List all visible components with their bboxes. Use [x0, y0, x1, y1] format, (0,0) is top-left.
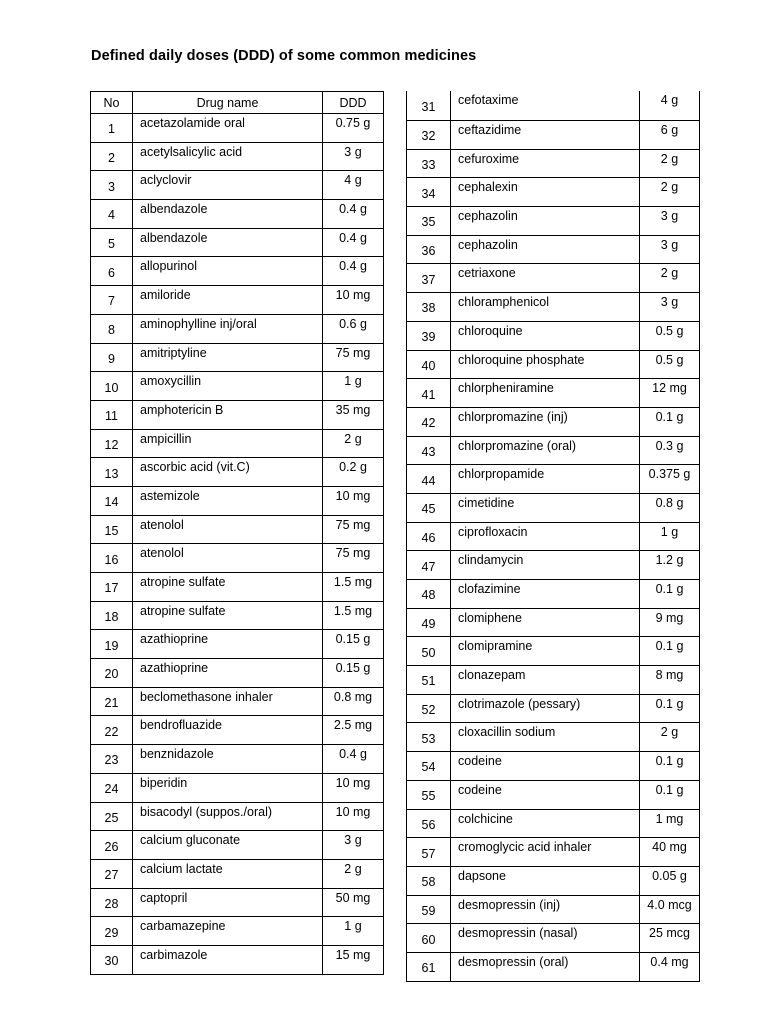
row-number: 49: [407, 608, 451, 637]
table-row: [91, 630, 384, 659]
row-number: 22: [91, 716, 133, 745]
table-row: [407, 293, 700, 322]
drug-name: aclyclovir: [133, 171, 323, 200]
row-number: 57: [407, 838, 451, 867]
drug-name: ceftazidime: [451, 121, 640, 150]
ddd-value: 0.1 g: [640, 694, 700, 723]
table-row: [91, 458, 384, 487]
drug-name: azathioprine: [133, 630, 323, 659]
table-row: [91, 544, 384, 573]
ddd-value: 75 mg: [323, 544, 384, 573]
row-number: 32: [407, 121, 451, 150]
ddd-value: 1.2 g: [640, 551, 700, 580]
drug-name: aminophylline inj/oral: [133, 314, 323, 343]
drug-name: ciprofloxacin: [451, 522, 640, 551]
drug-name: albendazole: [133, 200, 323, 229]
row-number: 24: [91, 773, 133, 802]
drug-name: chlorpropamide: [451, 465, 640, 494]
table-row: [407, 465, 700, 494]
row-number: 6: [91, 257, 133, 286]
drug-name: atropine sulfate: [133, 601, 323, 630]
table-row: [407, 350, 700, 379]
ddd-value: 3 g: [323, 142, 384, 171]
ddd-value: 0.4 g: [323, 200, 384, 229]
table-row: [407, 694, 700, 723]
drug-name: bendrofluazide: [133, 716, 323, 745]
table-row: [407, 809, 700, 838]
row-number: 7: [91, 286, 133, 315]
header-drug-name: Drug name: [133, 92, 323, 114]
drug-name: cetriaxone: [451, 264, 640, 293]
row-number: 33: [407, 149, 451, 178]
ddd-value: 10 mg: [323, 486, 384, 515]
row-number: 26: [91, 831, 133, 860]
row-number: 15: [91, 515, 133, 544]
ddd-value: 75 mg: [323, 515, 384, 544]
row-number: 51: [407, 666, 451, 695]
drug-name: amphotericin B: [133, 400, 323, 429]
drug-name: amiloride: [133, 286, 323, 315]
table-row: [407, 121, 700, 150]
table-row: [407, 407, 700, 436]
row-number: 8: [91, 314, 133, 343]
table-row: [407, 264, 700, 293]
drug-name: chloroquine: [451, 321, 640, 350]
table-row: [91, 200, 384, 229]
table-row: [91, 888, 384, 917]
row-number: 60: [407, 924, 451, 953]
ddd-value: 0.375 g: [640, 465, 700, 494]
drug-name: amoxycillin: [133, 372, 323, 401]
ddd-value: 0.1 g: [640, 752, 700, 781]
ddd-value: 0.75 g: [323, 114, 384, 143]
ddd-value: 50 mg: [323, 888, 384, 917]
row-number: 13: [91, 458, 133, 487]
row-number: 10: [91, 372, 133, 401]
table-row: [91, 486, 384, 515]
table-row: [91, 286, 384, 315]
ddd-value: 2 g: [640, 723, 700, 752]
ddd-value: 1 g: [323, 372, 384, 401]
drug-name: dapsone: [451, 866, 640, 895]
table-row: [407, 723, 700, 752]
table-row: [91, 429, 384, 458]
ddd-value: 0.4 g: [323, 228, 384, 257]
table-row: [407, 235, 700, 264]
drug-name: captopril: [133, 888, 323, 917]
drug-name: colchicine: [451, 809, 640, 838]
drug-name: cimetidine: [451, 493, 640, 522]
drug-name: clofazimine: [451, 580, 640, 609]
table-row: [407, 866, 700, 895]
ddd-value: 6 g: [640, 121, 700, 150]
drug-name: biperidin: [133, 773, 323, 802]
ddd-value: 3 g: [640, 235, 700, 264]
drug-name: codeine: [451, 780, 640, 809]
row-number: 17: [91, 573, 133, 602]
ddd-table-right: [406, 91, 700, 982]
row-number: 27: [91, 859, 133, 888]
table-row: [91, 831, 384, 860]
drug-name: calcium gluconate: [133, 831, 323, 860]
drug-name: chlorpheniramine: [451, 379, 640, 408]
table-row: [407, 91, 700, 121]
table-row: [407, 178, 700, 207]
drug-name: cephalexin: [451, 178, 640, 207]
ddd-value: 0.15 g: [323, 659, 384, 688]
ddd-value: 0.2 g: [323, 458, 384, 487]
table-row: [91, 917, 384, 946]
ddd-value: 12 mg: [640, 379, 700, 408]
ddd-value: 75 mg: [323, 343, 384, 372]
ddd-value: 0.5 g: [640, 321, 700, 350]
header-no: No: [91, 92, 133, 114]
table-row: [91, 228, 384, 257]
table-row: [91, 859, 384, 888]
drug-name: ampicillin: [133, 429, 323, 458]
table-row: [407, 637, 700, 666]
ddd-value: 0.05 g: [640, 866, 700, 895]
drug-name: codeine: [451, 752, 640, 781]
ddd-value: 9 mg: [640, 608, 700, 637]
ddd-value: 0.3 g: [640, 436, 700, 465]
table-row: [407, 149, 700, 178]
table-row: [91, 142, 384, 171]
drug-name: atropine sulfate: [133, 573, 323, 602]
drug-name: albendazole: [133, 228, 323, 257]
table-row: [91, 400, 384, 429]
ddd-value: 0.1 g: [640, 407, 700, 436]
row-number: 11: [91, 400, 133, 429]
row-number: 47: [407, 551, 451, 580]
row-number: 14: [91, 486, 133, 515]
drug-name: cephazolin: [451, 235, 640, 264]
table-row: [91, 945, 384, 974]
table-row: [407, 895, 700, 924]
ddd-value: 1.5 mg: [323, 601, 384, 630]
row-number: 41: [407, 379, 451, 408]
ddd-value: 2 g: [323, 859, 384, 888]
table-row: [91, 745, 384, 774]
drug-name: clomiphene: [451, 608, 640, 637]
table-row: [407, 666, 700, 695]
table-row: [407, 752, 700, 781]
row-number: 21: [91, 687, 133, 716]
ddd-value: 25 mcg: [640, 924, 700, 953]
drug-name: desmopressin (oral): [451, 952, 640, 981]
drug-name: azathioprine: [133, 659, 323, 688]
table-row: [407, 838, 700, 867]
drug-name: bisacodyl (suppos./oral): [133, 802, 323, 831]
table-row: [91, 314, 384, 343]
drug-name: cefotaxime: [451, 91, 640, 121]
drug-name: chlorpromazine (oral): [451, 436, 640, 465]
row-number: 4: [91, 200, 133, 229]
ddd-value: 2 g: [640, 178, 700, 207]
drug-name: cephazolin: [451, 207, 640, 236]
row-number: 16: [91, 544, 133, 573]
row-number: 20: [91, 659, 133, 688]
ddd-value: 4 g: [323, 171, 384, 200]
table-row: [91, 687, 384, 716]
row-number: 1: [91, 114, 133, 143]
drug-name: acetylsalicylic acid: [133, 142, 323, 171]
row-number: 36: [407, 235, 451, 264]
ddd-value: 0.8 mg: [323, 687, 384, 716]
table-row: [91, 802, 384, 831]
ddd-value: 10 mg: [323, 773, 384, 802]
row-number: 52: [407, 694, 451, 723]
ddd-value: 0.4 g: [323, 745, 384, 774]
row-number: 46: [407, 522, 451, 551]
ddd-value: 1 mg: [640, 809, 700, 838]
row-number: 30: [91, 945, 133, 974]
drug-name: chloramphenicol: [451, 293, 640, 322]
table-row: [407, 551, 700, 580]
ddd-value: 0.1 g: [640, 780, 700, 809]
ddd-value: 1 g: [323, 917, 384, 946]
drug-name: carbimazole: [133, 945, 323, 974]
table-row: [91, 515, 384, 544]
row-number: 5: [91, 228, 133, 257]
table-row: [407, 608, 700, 637]
drug-name: calcium lactate: [133, 859, 323, 888]
row-number: 28: [91, 888, 133, 917]
drug-name: clonazepam: [451, 666, 640, 695]
drug-name: cefuroxime: [451, 149, 640, 178]
table-row: [407, 580, 700, 609]
row-number: 54: [407, 752, 451, 781]
drug-name: desmopressin (inj): [451, 895, 640, 924]
row-number: 39: [407, 321, 451, 350]
ddd-value: 0.15 g: [323, 630, 384, 659]
table-row: [91, 659, 384, 688]
ddd-value: 2 g: [640, 264, 700, 293]
table-row: [407, 493, 700, 522]
row-number: 58: [407, 866, 451, 895]
ddd-value: 2 g: [323, 429, 384, 458]
row-number: 44: [407, 465, 451, 494]
ddd-value: 0.6 g: [323, 314, 384, 343]
drug-name: chlorpromazine (inj): [451, 407, 640, 436]
drug-name: atenolol: [133, 515, 323, 544]
ddd-value: 4 g: [640, 91, 700, 121]
table-row: [407, 952, 700, 981]
row-number: 18: [91, 601, 133, 630]
ddd-value: 3 g: [640, 293, 700, 322]
row-number: 55: [407, 780, 451, 809]
table-row: [91, 573, 384, 602]
row-number: 25: [91, 802, 133, 831]
ddd-value: 3 g: [323, 831, 384, 860]
row-number: 35: [407, 207, 451, 236]
drug-name: amitriptyline: [133, 343, 323, 372]
drug-name: cromoglycic acid inhaler: [451, 838, 640, 867]
row-number: 61: [407, 952, 451, 981]
table-row: [407, 522, 700, 551]
table-row: [91, 343, 384, 372]
drug-name: clomipramine: [451, 637, 640, 666]
ddd-value: 10 mg: [323, 286, 384, 315]
ddd-value: 3 g: [640, 207, 700, 236]
ddd-value: 4.0 mcg: [640, 895, 700, 924]
row-number: 29: [91, 917, 133, 946]
ddd-value: 15 mg: [323, 945, 384, 974]
drug-name: clindamycin: [451, 551, 640, 580]
row-number: 3: [91, 171, 133, 200]
drug-name: desmopressin (nasal): [451, 924, 640, 953]
table-row: [91, 171, 384, 200]
row-number: 43: [407, 436, 451, 465]
ddd-value: 40 mg: [640, 838, 700, 867]
row-number: 19: [91, 630, 133, 659]
table-row: [407, 207, 700, 236]
row-number: 9: [91, 343, 133, 372]
ddd-value: 1.5 mg: [323, 573, 384, 602]
row-number: 42: [407, 407, 451, 436]
row-number: 56: [407, 809, 451, 838]
row-number: 59: [407, 895, 451, 924]
drug-name: atenolol: [133, 544, 323, 573]
row-number: 31: [407, 91, 451, 121]
row-number: 48: [407, 580, 451, 609]
drug-name: cloxacillin sodium: [451, 723, 640, 752]
ddd-value: 0.1 g: [640, 580, 700, 609]
ddd-value: 35 mg: [323, 400, 384, 429]
table-row: [91, 257, 384, 286]
ddd-value: 10 mg: [323, 802, 384, 831]
ddd-value: 2 g: [640, 149, 700, 178]
ddd-value: 0.1 g: [640, 637, 700, 666]
ddd-value: 0.8 g: [640, 493, 700, 522]
table-row: [407, 924, 700, 953]
ddd-value: 1 g: [640, 522, 700, 551]
ddd-table-left: [90, 91, 384, 975]
table-row: [91, 114, 384, 143]
row-number: 23: [91, 745, 133, 774]
table-row: [407, 321, 700, 350]
table-row: [91, 372, 384, 401]
table-row: [407, 436, 700, 465]
drug-name: astemizole: [133, 486, 323, 515]
row-number: 2: [91, 142, 133, 171]
ddd-value: 2.5 mg: [323, 716, 384, 745]
row-number: 53: [407, 723, 451, 752]
drug-name: ascorbic acid (vit.C): [133, 458, 323, 487]
table-row: [407, 780, 700, 809]
row-number: 12: [91, 429, 133, 458]
drug-name: carbamazepine: [133, 917, 323, 946]
ddd-value: 8 mg: [640, 666, 700, 695]
table-header-row: [91, 92, 384, 114]
row-number: 50: [407, 637, 451, 666]
row-number: 34: [407, 178, 451, 207]
ddd-value: 0.4 g: [323, 257, 384, 286]
table-row: [91, 601, 384, 630]
drug-name: chloroquine phosphate: [451, 350, 640, 379]
drug-name: beclomethasone inhaler: [133, 687, 323, 716]
table-row: [91, 716, 384, 745]
table-row: [91, 773, 384, 802]
page-title: Defined daily doses (DDD) of some common medicines: [91, 48, 477, 64]
header-ddd: DDD: [323, 92, 384, 114]
drug-name: clotrimazole (pessary): [451, 694, 640, 723]
drug-name: benznidazole: [133, 745, 323, 774]
row-number: 45: [407, 493, 451, 522]
table-row: [407, 379, 700, 408]
drug-name: allopurinol: [133, 257, 323, 286]
ddd-value: 0.5 g: [640, 350, 700, 379]
drug-name: acetazolamide oral: [133, 114, 323, 143]
row-number: 40: [407, 350, 451, 379]
ddd-value: 0.4 mg: [640, 952, 700, 981]
row-number: 37: [407, 264, 451, 293]
row-number: 38: [407, 293, 451, 322]
